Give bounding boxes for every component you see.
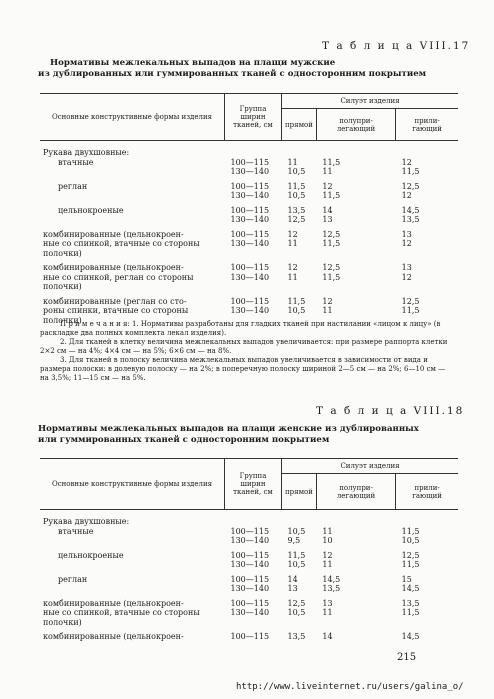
table-label: Т а б л и ц а VIII.18 <box>316 405 465 417</box>
table-row <box>40 158 458 168</box>
value-cell: 11,5 <box>401 526 420 536</box>
value-cell: 12,5 <box>287 598 306 608</box>
value-cell: 11,5 <box>401 306 420 315</box>
width-group-cell: 100—115 <box>230 526 270 536</box>
table-title-line: из дублированных или гуммированных тканей с односторонним покрытием <box>38 69 427 79</box>
value-cell: 11,5 <box>287 181 306 191</box>
row-name-line: роны спинки, втачные со стороны <box>43 306 189 315</box>
table-row <box>40 215 458 225</box>
width-group-cell: 100—115 <box>230 157 270 167</box>
value-cell: 10,5 <box>287 608 306 617</box>
value-cell: 12 <box>322 296 333 306</box>
table-row <box>40 239 458 249</box>
norms-table-women <box>40 458 458 642</box>
row-name: втачные <box>58 157 94 167</box>
row-name: втачные <box>58 526 94 536</box>
page-number: 215 <box>397 652 417 663</box>
value-cell: 13,5 <box>287 205 306 215</box>
value-cell: 14 <box>287 574 298 584</box>
row-name-line: ные со спинкой, втачные со стороны <box>43 239 200 248</box>
value-cell: 13 <box>322 215 333 224</box>
note: П р и м е ч а н и я: 1. Нормативы разработаны для гладких тканей при настилании «лицом к лицу» (в раскладке два полных комплекта лекал изделия). <box>40 320 441 337</box>
value-cell: 11 <box>322 608 333 617</box>
value-cell: 12 <box>401 239 412 248</box>
value-cell: 14 <box>322 632 333 641</box>
value-cell: 10 <box>322 536 333 545</box>
value-cell: 12,5 <box>322 263 341 272</box>
value-cell: 11 <box>322 526 333 536</box>
section-label: Рукава двухшовные: <box>43 148 130 157</box>
table-title-line: Нормативы межлекальных выпадов на плащи мужские <box>50 58 336 68</box>
header-fitted: прили- гающий <box>396 109 458 141</box>
value-cell: 12,5 <box>401 296 420 306</box>
row-name-line: ные со спинкой, втачные со стороны <box>43 608 200 617</box>
table-row <box>40 167 458 177</box>
width-group-cell: 100—115 <box>230 229 270 239</box>
value-cell: 11 <box>287 239 298 248</box>
width-group-cell: 130—140 <box>230 584 270 593</box>
table-row <box>40 273 458 283</box>
table-row <box>40 191 458 201</box>
value-cell: 13 <box>401 263 412 272</box>
header-semi-fitted: полупри- легающий <box>316 109 395 141</box>
row-name-line: ные со спинкой, реглан со стороны <box>43 272 194 282</box>
value-cell: 12 <box>322 550 333 560</box>
table-row <box>40 618 458 628</box>
table-title-line: Нормативы межлекальных выпадов на плащи женские из дублированных <box>38 424 419 434</box>
row-name-line: комбинированные (цельнокроен- <box>43 632 184 641</box>
row-name-line: комбинированные (цельнокроен- <box>43 598 184 608</box>
value-cell: 10,5 <box>287 560 306 569</box>
value-cell: 13,5 <box>401 215 420 224</box>
value-cell: 11,5 <box>401 560 420 569</box>
watermark-url: http://www.liveinternet.ru/users/galina_o/ <box>236 682 464 692</box>
value-cell: 10,5 <box>287 526 306 536</box>
width-group-cell: 100—115 <box>230 296 270 306</box>
width-group-cell: 100—115 <box>230 574 270 584</box>
table-row <box>40 536 458 546</box>
table-notes <box>40 320 456 383</box>
width-group-cell: 100—115 <box>230 263 270 272</box>
value-cell: 13,5 <box>322 584 341 593</box>
table-title <box>38 424 419 446</box>
width-group-cell: 130—140 <box>230 272 270 282</box>
header-semi-fitted: полупри- легающий <box>316 474 395 510</box>
value-cell: 14,5 <box>322 574 341 584</box>
value-cell: 15 <box>401 574 412 584</box>
value-cell: 10,5 <box>287 306 306 315</box>
section-label: Рукава двухшовные: <box>43 517 130 526</box>
width-group-cell: 100—115 <box>230 550 270 560</box>
norms-table-men <box>40 93 458 325</box>
value-cell: 14,5 <box>401 584 420 593</box>
value-cell: 11 <box>287 272 298 282</box>
header-forms: Основные конструктивные формы изделия <box>40 94 225 141</box>
header-width-group: Группа ширин тканей, см <box>225 94 282 141</box>
width-group-cell: 130—140 <box>230 239 270 248</box>
table-row <box>40 627 458 642</box>
table-row <box>40 584 458 594</box>
row-name-line: комбинированные (цельнокроен- <box>43 263 184 272</box>
value-cell: 9,5 <box>287 536 301 545</box>
value-cell: 11,5 <box>322 239 341 248</box>
table-row <box>40 527 458 537</box>
row-name-line: полочки) <box>43 315 82 325</box>
value-cell: 12,5 <box>287 215 306 224</box>
row-name-line: полочки) <box>43 282 82 291</box>
header-forms: Основные конструктивные формы изделия <box>40 459 225 510</box>
row-name-line: полочки) <box>43 248 82 258</box>
value-cell: 12 <box>287 263 298 272</box>
table-row <box>40 608 458 618</box>
table-row <box>40 201 458 216</box>
value-cell: 12 <box>322 181 333 191</box>
value-cell: 12,5 <box>322 229 341 239</box>
value-cell: 11,5 <box>287 296 306 306</box>
row-name: цельнокроеные <box>58 205 124 215</box>
table-row <box>40 177 458 192</box>
value-cell: 10,5 <box>287 167 306 176</box>
value-cell: 11,5 <box>401 608 420 617</box>
table-row <box>40 546 458 561</box>
table-row <box>40 594 458 609</box>
value-cell: 13 <box>401 229 412 239</box>
table-row <box>40 560 458 570</box>
width-group-cell: 130—140 <box>230 191 270 200</box>
value-cell: 13,5 <box>287 632 306 641</box>
header-silhouette: Силуэт изделия <box>282 459 459 474</box>
value-cell: 11,5 <box>322 191 341 200</box>
value-cell: 11 <box>322 167 333 176</box>
header-silhouette: Силуэт изделия <box>282 94 459 109</box>
width-group-cell: 130—140 <box>230 560 270 569</box>
note: 2. Для тканей в клетку величина межлекальных выпадов увеличивается: при размере раппорта клетки 2×2 см — на 4%; 4×4 см — на 5%; 6×6 см — на 8%. <box>40 338 448 355</box>
width-group-cell: 130—140 <box>230 536 270 545</box>
row-name-line: полочки) <box>43 617 82 627</box>
width-group-cell: 130—140 <box>230 306 270 315</box>
width-group-cell: 130—140 <box>230 608 270 617</box>
width-group-cell: 100—115 <box>230 598 270 608</box>
value-cell: 11,5 <box>322 272 341 282</box>
value-cell: 11,5 <box>401 167 420 176</box>
width-group-cell: 100—115 <box>230 205 270 215</box>
note: 3. Для тканей в полоску величина межлекальных выпадов увеличивается в зависимости от вида и размера полоски: в долевую полоску — на 2%; в поперечную полоску шириной 2—5 см — на 2%; 6—10 см — на 3,5%; 11—15 см — на 5%. <box>40 356 446 382</box>
value-cell: 13 <box>322 598 333 608</box>
width-group-cell: 130—140 <box>230 167 270 176</box>
value-cell: 12,5 <box>401 550 420 560</box>
value-cell: 12 <box>401 272 412 282</box>
value-cell: 12 <box>287 229 298 239</box>
value-cell: 10,5 <box>401 536 420 545</box>
row-name: реглан <box>58 181 88 191</box>
table-row <box>40 570 458 585</box>
table-row <box>40 249 458 259</box>
value-cell: 12 <box>401 191 412 200</box>
row-name-line: комбинированные (цельнокроен- <box>43 229 184 239</box>
table-title-line: или гуммированных тканей с односторонним покрытием <box>38 435 330 445</box>
width-group-cell: 130—140 <box>230 215 270 224</box>
row-name: реглан <box>58 574 88 584</box>
table-row <box>40 306 458 316</box>
table-row <box>40 292 458 307</box>
row-name: цельнокроеные <box>58 550 124 560</box>
value-cell: 11,5 <box>322 157 341 167</box>
header-width-group: Группа ширин тканей, см <box>225 459 282 510</box>
table-row <box>40 225 458 240</box>
value-cell: 14 <box>322 205 333 215</box>
value-cell: 12 <box>401 157 412 167</box>
value-cell: 11 <box>322 560 333 569</box>
table-row <box>40 282 458 292</box>
width-group-cell: 100—115 <box>230 632 270 641</box>
table-title <box>38 58 426 80</box>
width-group-cell: 100—115 <box>230 181 270 191</box>
value-cell: 13,5 <box>401 598 420 608</box>
value-cell: 10,5 <box>287 191 306 200</box>
value-cell: 11,5 <box>287 550 306 560</box>
value-cell: 11 <box>322 306 333 315</box>
value-cell: 13 <box>287 584 298 593</box>
table-row <box>40 258 458 273</box>
table-label: Т а б л и ц а VIII.17 <box>322 40 471 52</box>
value-cell: 14,5 <box>401 632 420 641</box>
value-cell: 11 <box>287 157 298 167</box>
value-cell: 12,5 <box>401 181 420 191</box>
value-cell: 14,5 <box>401 205 420 215</box>
header-straight: прямой <box>282 109 317 141</box>
row-name-line: комбинированные (реглан со сто- <box>43 296 187 306</box>
header-fitted: прили- гающий <box>396 474 458 510</box>
header-straight: прямой <box>282 474 317 510</box>
